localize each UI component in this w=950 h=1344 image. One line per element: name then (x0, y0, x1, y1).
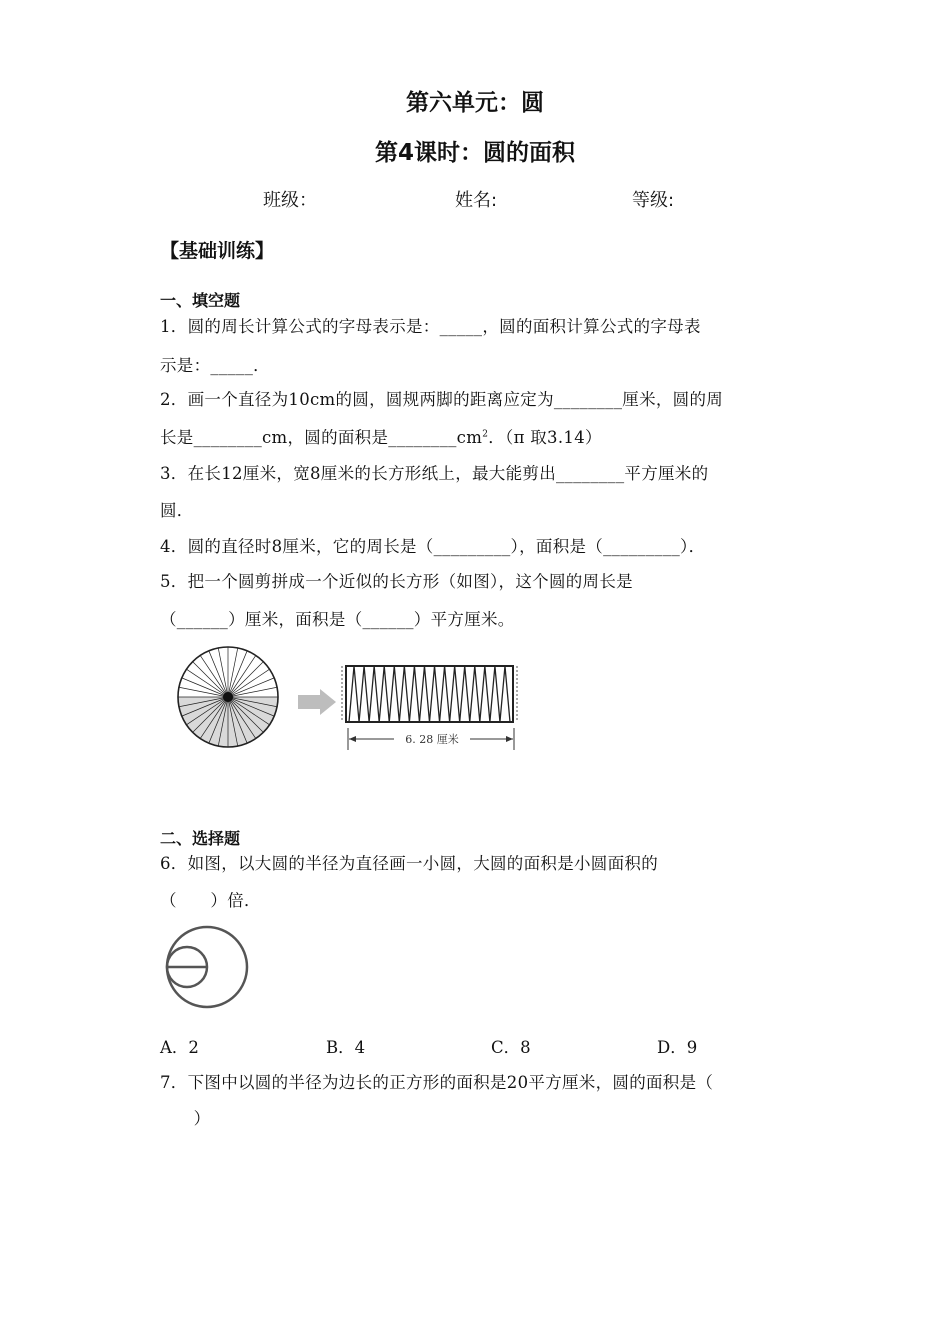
question-2-text: 长是________cm，圆的面积是________cm (160, 428, 483, 447)
question-5-line-2: （______）厘米，面积是（______）平方厘米。 (160, 610, 515, 629)
question-7-line-2: ） (160, 1109, 211, 1128)
grade-label: 等级: (632, 190, 675, 211)
question-3-line-2: 圆． (160, 501, 194, 520)
question-6-line-1: 6．如图，以大圆的半径为直径画一小圆，大圆的面积是小圆面积的 (160, 854, 658, 873)
question-2-line-1: 2．画一个直径为10cm的圆，圆规两脚的距离应定为________厘米，圆的周 (160, 390, 724, 409)
pi-note: ．（π 取3.14） (488, 428, 602, 447)
section-basic-training: 【基础训练】 (160, 240, 275, 262)
option-c[interactable]: C．8 (491, 1038, 531, 1057)
option-a[interactable]: A．2 (160, 1038, 199, 1057)
question-6-line-2: （ ）倍． (160, 891, 261, 910)
circle-rearrange-figure (170, 640, 530, 760)
multiple-choice-heading: 二、选择题 (160, 829, 241, 848)
arrow-icon (298, 689, 336, 715)
nested-circles-figure (160, 922, 260, 1012)
question-4: 4．圆的直径时8厘米，它的周长是（_________），面积是（_________）． (160, 537, 706, 556)
dimension-arrow-left (349, 736, 356, 742)
question-3-line-1: 3．在长12厘米，宽8厘米的长方形纸上，最大能剪出________平方厘米的 (160, 464, 709, 483)
question-2-line-2 (160, 424, 602, 448)
question-1-line-1: 1．圆的周长计算公式的字母表示是：_____，圆的面积计算公式的字母表 (160, 317, 701, 336)
fill-blank-heading: 一、填空题 (160, 291, 241, 310)
unit-title: 第六单元：圆 (406, 90, 544, 116)
lesson-title: 第4课时：圆的面积 (374, 140, 575, 166)
name-label: 姓名: (455, 190, 498, 211)
dimension-arrow-right (506, 736, 513, 742)
rearranged-rectangle (342, 666, 517, 722)
question-5-line-1: 5．把一个圆剪拼成一个近似的长方形（如图），这个圆的周长是 (160, 572, 633, 591)
sector-circle (178, 647, 278, 747)
sector-line (193, 662, 228, 697)
question-7-line-1: 7．下图中以圆的半径为边长的正方形的面积是20平方厘米，圆的面积是（ (160, 1073, 714, 1092)
squared-superscript: 2 (482, 429, 489, 440)
option-b[interactable]: B．4 (326, 1038, 366, 1057)
class-label: 班级： (263, 190, 317, 211)
option-d[interactable]: D．9 (657, 1038, 698, 1057)
center-dot (223, 692, 233, 702)
question-1-line-2: 示是：_____． (160, 356, 270, 375)
dimension-label: 6. 28 厘米 (405, 733, 459, 746)
sector-line (228, 662, 263, 697)
